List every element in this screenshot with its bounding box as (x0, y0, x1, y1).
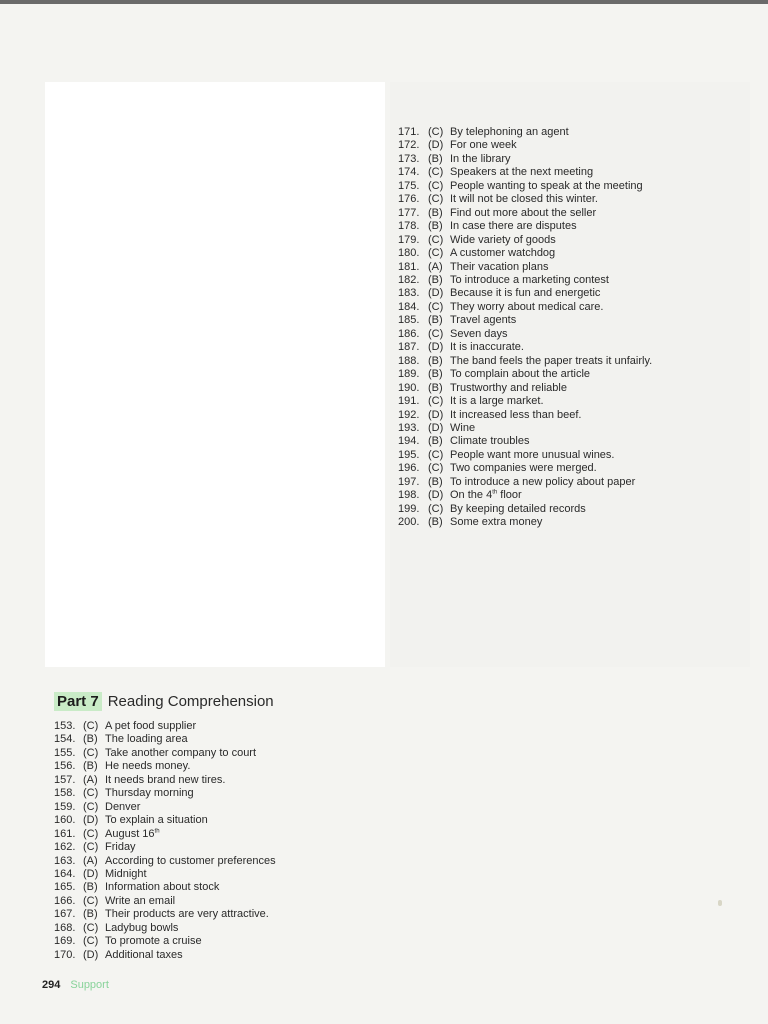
answer-row (398, 422, 652, 435)
answer-text-main: It will not be closed this winter. (450, 193, 598, 206)
part-label: Part 7 (54, 692, 102, 711)
answer-text-main: Denver (105, 800, 141, 813)
answer-text-main: By keeping detailed records (450, 502, 586, 515)
answer-row (398, 314, 652, 327)
answer-letter: (D) (83, 814, 99, 827)
answer-text (450, 355, 652, 368)
answer-text (450, 435, 529, 448)
answer-text (450, 207, 596, 220)
answer-letter: (C) (428, 502, 444, 515)
answer-text (105, 733, 188, 746)
answer-text-main: For one week (450, 139, 517, 152)
question-number: 167. (54, 908, 76, 921)
answer-letter: (B) (428, 435, 443, 448)
answer-row (54, 828, 276, 841)
answer-letter: (D) (428, 341, 444, 354)
answer-text (450, 489, 522, 502)
question-number: 156. (54, 760, 76, 773)
answer-letter: (C) (428, 247, 444, 260)
answer-text-main: The loading area (105, 733, 188, 746)
question-number: 187. (398, 341, 420, 354)
question-number: 180. (398, 247, 420, 260)
question-number: 191. (398, 395, 420, 408)
answer-text-main: According to customer preferences (105, 854, 276, 867)
question-number: 169. (54, 935, 76, 948)
answer-text-main: By telephoning an agent (450, 126, 569, 138)
answer-text-main: In case there are disputes (450, 220, 577, 233)
answer-letter: (C) (428, 300, 444, 313)
answer-text (450, 180, 643, 193)
answer-letter: (C) (83, 827, 99, 840)
answer-text-main: Write an email (105, 894, 176, 907)
answer-text (450, 449, 614, 462)
question-number: 183. (398, 287, 420, 300)
answer-text (105, 814, 208, 827)
answer-text-main: To complain about the article (450, 368, 591, 381)
page-top-edge (0, 0, 768, 4)
answer-letter: (B) (83, 908, 98, 921)
answer-text-main: Wide variety of goods (450, 233, 556, 246)
answer-letter: (B) (83, 760, 98, 773)
question-number: 171. (398, 126, 420, 138)
answer-row (398, 207, 652, 220)
answer-text (105, 881, 219, 894)
question-number: 172. (398, 139, 420, 152)
answer-letter: (D) (428, 139, 444, 152)
question-number: 158. (54, 787, 76, 800)
answer-text (105, 774, 225, 787)
answer-text-main: August 16 (105, 827, 155, 840)
question-number: 189. (398, 368, 420, 381)
answer-row (398, 395, 652, 408)
answer-row (398, 301, 652, 314)
answer-text (450, 516, 542, 529)
answer-text-main: It is inaccurate. (450, 341, 524, 354)
answer-letter: (C) (428, 395, 444, 408)
answer-letter: (C) (428, 126, 444, 138)
answer-letter: (C) (428, 166, 444, 179)
answer-text (450, 503, 586, 516)
answer-row (54, 935, 276, 948)
question-number: 192. (398, 408, 420, 421)
question-number: 176. (398, 193, 420, 206)
answer-text-main: Ladybug bowls (105, 921, 179, 934)
question-number: 153. (54, 720, 76, 732)
answer-row (398, 247, 652, 260)
answer-text (450, 341, 524, 354)
paper-speck (718, 900, 722, 906)
answer-text (450, 422, 475, 435)
answer-row (398, 274, 652, 287)
answer-text-main: Travel agents (450, 314, 517, 327)
answer-row (398, 328, 652, 341)
ordinal-suffix: th (492, 489, 498, 496)
answer-text-main: Wine (450, 421, 476, 434)
answer-text (105, 828, 160, 841)
answer-text (450, 153, 511, 166)
answer-row (54, 949, 276, 962)
answer-letter: (B) (428, 381, 443, 394)
answer-text (105, 895, 175, 908)
answer-text (450, 274, 609, 287)
answer-letter: (D) (428, 408, 444, 421)
answer-text (105, 855, 276, 868)
answer-row (398, 220, 652, 233)
answer-text (450, 261, 548, 274)
answer-row (54, 720, 276, 733)
question-number: 162. (54, 841, 76, 854)
question-number: 177. (398, 206, 420, 219)
question-number: 188. (398, 354, 420, 367)
answer-row (398, 180, 652, 193)
answer-row (398, 126, 652, 139)
answer-row (398, 139, 652, 152)
answer-text-main: To explain a situation (105, 814, 208, 827)
page-footer (42, 979, 109, 991)
question-number: 155. (54, 746, 76, 759)
answer-letter: (C) (83, 787, 99, 800)
answer-text-main: Seven days (450, 327, 508, 340)
answer-text (105, 935, 202, 948)
answer-letter: (C) (83, 935, 99, 948)
question-number: 166. (54, 894, 76, 907)
answer-text-main: A pet food supplier (105, 720, 197, 732)
answer-text (105, 908, 269, 921)
answer-letter: (C) (428, 233, 444, 246)
answer-list-left (54, 720, 276, 962)
answer-text (450, 476, 635, 489)
question-number: 181. (398, 260, 420, 273)
answer-text-main: To promote a cruise (105, 935, 202, 948)
answer-row (54, 787, 276, 800)
answer-text-main: Additional taxes (105, 948, 183, 961)
answer-text-main: Because it is fun and energetic (450, 287, 601, 300)
answer-letter: (B) (428, 220, 443, 233)
answer-row (54, 801, 276, 814)
question-number: 199. (398, 502, 420, 515)
answer-letter: (B) (428, 152, 443, 165)
answer-row (398, 153, 652, 166)
blank-panel (45, 82, 385, 667)
answer-row (54, 774, 276, 787)
answer-letter: (C) (83, 894, 99, 907)
question-number: 173. (398, 152, 420, 165)
footer-label: Support (70, 979, 109, 991)
page-number: 294 (42, 979, 61, 991)
answer-row (398, 462, 652, 475)
answer-text-main: People wanting to speak at the meeting (450, 179, 643, 192)
answer-letter: (B) (428, 475, 443, 488)
answer-text-main: To introduce a marketing contest (450, 273, 609, 286)
answer-text-main: Their products are very attractive. (105, 908, 269, 921)
answer-row (398, 234, 652, 247)
answer-row (54, 881, 276, 894)
answer-letter: (C) (428, 448, 444, 461)
answer-letter: (B) (428, 368, 443, 381)
question-number: 161. (54, 827, 76, 840)
answer-letter: (B) (428, 354, 443, 367)
answer-row (54, 760, 276, 773)
answer-text-main: Take another company to court (105, 746, 257, 759)
section-heading (54, 690, 274, 712)
question-number: 174. (398, 166, 420, 179)
question-number: 163. (54, 854, 76, 867)
answer-text-main: Speakers at the next meeting (450, 166, 594, 179)
answer-text-main: Their vacation plans (450, 260, 549, 273)
question-number: 154. (54, 733, 76, 746)
question-number: 168. (54, 921, 76, 934)
question-number: 198. (398, 489, 420, 502)
question-number: 159. (54, 800, 76, 813)
question-number: 160. (54, 814, 76, 827)
answer-text (105, 720, 196, 733)
answer-text-main: Information about stock (105, 881, 220, 894)
question-number: 182. (398, 273, 420, 286)
answer-text-main: In the library (450, 152, 511, 165)
answer-row (54, 895, 276, 908)
answer-text-main: Thursday morning (105, 787, 194, 800)
answer-text (450, 166, 593, 179)
answer-row (54, 814, 276, 827)
answer-letter: (C) (83, 746, 99, 759)
question-number: 157. (54, 773, 76, 786)
answer-text (105, 760, 190, 773)
answer-row (54, 922, 276, 935)
question-number: 195. (398, 448, 420, 461)
question-number: 184. (398, 300, 420, 313)
answer-letter: (D) (428, 421, 444, 434)
answer-text (450, 368, 590, 381)
answer-row (398, 287, 652, 300)
question-number: 194. (398, 435, 420, 448)
answer-row (398, 368, 652, 381)
answer-row (398, 476, 652, 489)
answer-text (105, 922, 178, 935)
answer-row (398, 449, 652, 462)
section-title: Reading Comprehension (107, 692, 274, 710)
answer-row (54, 733, 276, 746)
answer-text (450, 462, 597, 475)
answer-text-main: Climate troubles (450, 435, 530, 448)
answer-letter: (C) (428, 193, 444, 206)
question-number: 185. (398, 314, 420, 327)
answer-text-main: Find out more about the seller (450, 206, 597, 219)
answer-letter: (C) (428, 179, 444, 192)
question-number: 193. (398, 421, 420, 434)
answer-text (450, 382, 567, 395)
answer-text (105, 868, 147, 881)
answer-letter: (C) (83, 841, 99, 854)
answer-row (54, 747, 276, 760)
answer-row (54, 868, 276, 881)
answer-text-suffix: floor (497, 489, 522, 502)
answer-letter: (B) (428, 314, 443, 327)
answer-text-main: On the 4 (450, 489, 493, 502)
answer-text-main: Trustworthy and reliable (450, 381, 567, 394)
answer-text-main: A customer watchdog (450, 247, 556, 260)
question-number: 186. (398, 327, 420, 340)
answer-row (398, 166, 652, 179)
answer-text (105, 949, 183, 962)
answer-text (450, 139, 517, 152)
answer-text (450, 314, 516, 327)
answer-text-main: They worry about medical care. (450, 300, 604, 313)
answer-row (54, 841, 276, 854)
answer-row (398, 516, 652, 529)
answer-text-main: Two companies were merged. (450, 462, 597, 475)
answer-letter: (D) (428, 489, 444, 502)
answer-text (450, 126, 569, 139)
question-number: 196. (398, 462, 420, 475)
answer-row (398, 503, 652, 516)
answer-text (450, 220, 577, 233)
answer-text (105, 841, 136, 854)
answer-row (398, 193, 652, 206)
question-number: 175. (398, 179, 420, 192)
answer-letter: (B) (428, 516, 443, 529)
answer-text (105, 801, 140, 814)
question-number: 164. (54, 867, 76, 880)
answer-letter: (C) (83, 720, 99, 732)
answer-text-main: It is a large market. (450, 395, 544, 408)
question-number: 200. (398, 516, 420, 529)
answer-text (105, 787, 194, 800)
answer-row (398, 409, 652, 422)
answer-letter: (D) (428, 287, 444, 300)
answer-text-main: He needs money. (105, 760, 191, 773)
answer-row (54, 855, 276, 868)
question-number: 190. (398, 381, 420, 394)
question-number: 179. (398, 233, 420, 246)
answer-text (450, 328, 507, 341)
answer-letter: (D) (83, 867, 99, 880)
answer-letter: (B) (83, 881, 98, 894)
answer-letter: (C) (428, 462, 444, 475)
question-number: 197. (398, 475, 420, 488)
answer-letter: (C) (83, 921, 99, 934)
answer-text (450, 287, 600, 300)
answer-text-main: It increased less than beef. (450, 408, 582, 421)
answer-list-right (398, 126, 652, 530)
answer-row (398, 355, 652, 368)
answer-text (105, 747, 256, 760)
answer-letter: (C) (428, 327, 444, 340)
answer-text-main: Some extra money (450, 516, 543, 529)
answer-row (398, 435, 652, 448)
answer-letter: (C) (83, 800, 99, 813)
answer-letter: (A) (83, 773, 98, 786)
question-number: 178. (398, 220, 420, 233)
answer-text (450, 234, 556, 247)
question-number: 165. (54, 881, 76, 894)
answer-row (398, 341, 652, 354)
answer-letter: (B) (428, 273, 443, 286)
answer-text-main: People want more unusual wines. (450, 448, 615, 461)
answer-row (398, 382, 652, 395)
answer-row (54, 908, 276, 921)
answer-text (450, 301, 603, 314)
answer-text-main: The band feels the paper treats it unfairly. (450, 354, 653, 367)
answer-row (398, 489, 652, 502)
answer-text-main: Friday (105, 841, 136, 854)
answer-letter: (B) (428, 206, 443, 219)
answer-text (450, 193, 598, 206)
question-number: 170. (54, 948, 76, 961)
ordinal-suffix: th (154, 827, 160, 834)
answer-text (450, 409, 581, 422)
answer-text-main: Midnight (105, 867, 147, 880)
answer-row (398, 261, 652, 274)
answer-text (450, 247, 555, 260)
answer-text (450, 395, 544, 408)
answer-text-main: It needs brand new tires. (105, 773, 226, 786)
answer-letter: (D) (83, 948, 99, 961)
answer-text-main: To introduce a new policy about paper (450, 475, 636, 488)
answer-letter: (A) (83, 854, 98, 867)
answer-letter: (A) (428, 260, 443, 273)
answer-letter: (B) (83, 733, 98, 746)
